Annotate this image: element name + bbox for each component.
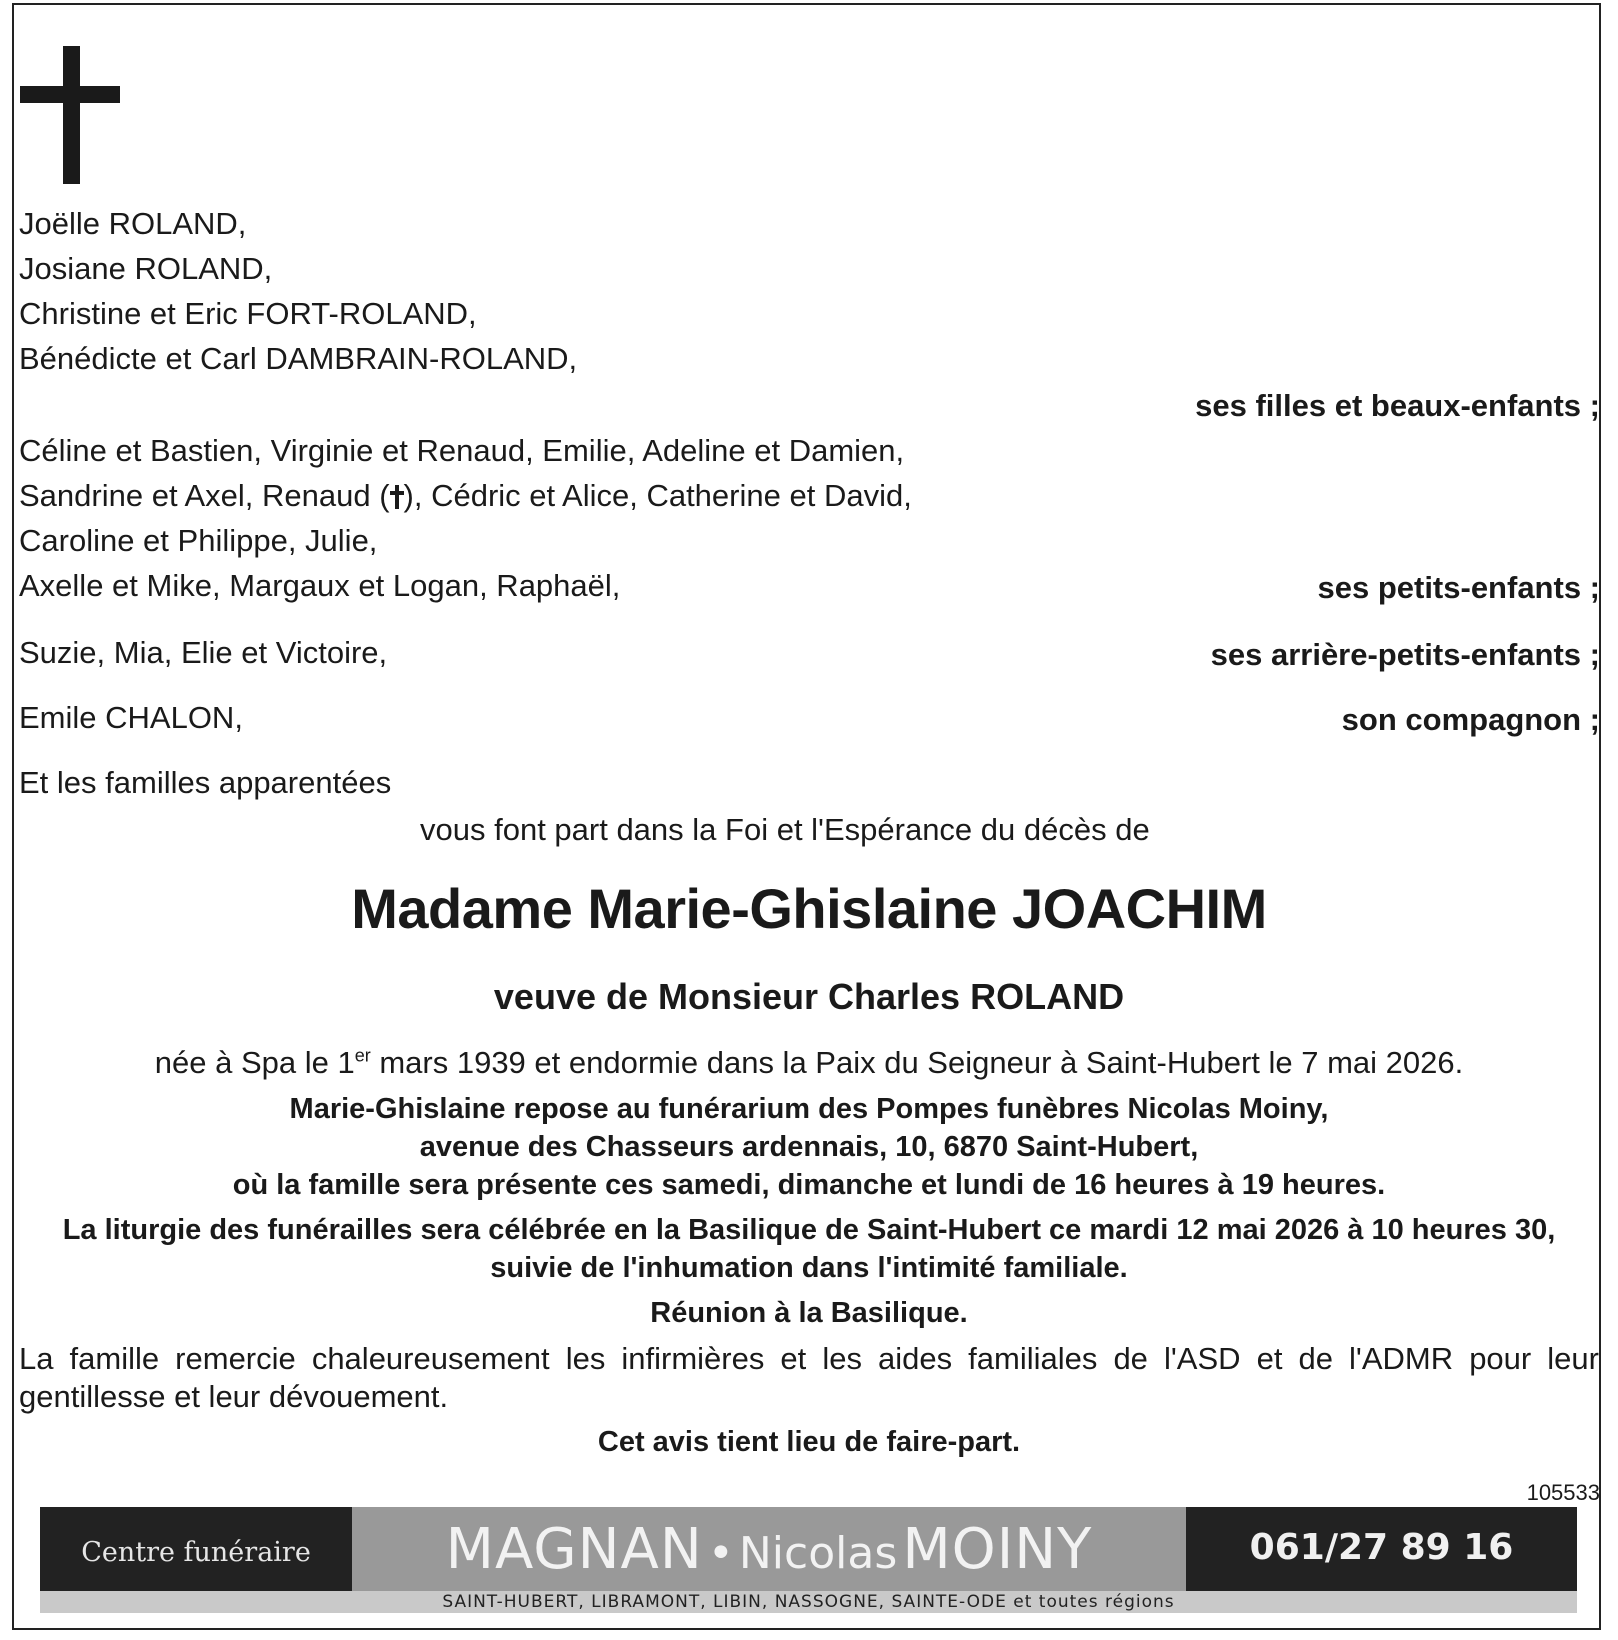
- reference-number: 105533: [1526, 1480, 1600, 1505]
- banner-regions: SAINT-HUBERT, LIBRAMONT, LIBIN, NASSOGNE, SAINTE-ODE et toutes régions: [442, 1592, 1175, 1612]
- family-line-1: Joëlle ROLAND,: [19, 206, 247, 241]
- liturgy-line-1: La liturgie des funérailles sera célébrée en la Basilique de Saint-Hubert ce mardi 12 mai 2026 à 10 heures 30,: [62, 1214, 1556, 1246]
- family-line-3: Christine et Eric FORT-ROLAND,: [19, 296, 477, 331]
- banner-right-panel: [1186, 1507, 1577, 1591]
- thanks-paragraph: La famille remercie chaleureusement les infirmières et les aides familiales de l'ASD et de l'ADMR pour leur gentillesse et leur dévouement.: [19, 1341, 1599, 1414]
- great-grandchildren-relation: ses arrière-petits-enfants ;: [1210, 637, 1600, 672]
- banner-phone: 061/27 89 16: [1249, 1527, 1514, 1568]
- grandchildren-relation: ses petits-enfants ;: [1317, 570, 1600, 605]
- grandchildren-line-2: Sandrine et Axel, Renaud ( ), Cédric et Alice, Catherine et David,: [19, 478, 912, 513]
- birth-death-line: née à Spa le 1er mars 1939 et endormie dans la Paix du Seigneur à Saint-Hubert le 7 mai 2026.: [154, 1045, 1464, 1080]
- family-line-4: Bénédicte et Carl DAMBRAIN-ROLAND,: [19, 341, 578, 376]
- companion-line: Emile CHALON,: [19, 700, 243, 735]
- banner-left-panel: [40, 1507, 352, 1591]
- grandchildren-line-4: Axelle et Mike, Margaux et Logan, Raphaël,: [19, 568, 621, 603]
- grandchildren-line-3: Caroline et Philippe, Julie,: [19, 523, 378, 558]
- banner-regions-strip: [40, 1591, 1577, 1613]
- banner-mid-panel: [352, 1507, 1186, 1591]
- widow-of: veuve de Monsieur Charles ROLAND: [493, 976, 1125, 1017]
- banner-left-label: Centre funéraire: [81, 1537, 311, 1568]
- announcement-intro: vous font part dans la Foi et l'Espérance du décès de: [420, 812, 1150, 847]
- deceased-cross-icon: [390, 485, 404, 509]
- rest-line-3: où la famille sera présente ces samedi, dimanche et lundi de 16 heures à 19 heures.: [232, 1169, 1386, 1201]
- great-grandchildren-line: Suzie, Mia, Elie et Victoire,: [19, 635, 388, 670]
- cross-icon: [20, 46, 120, 184]
- meeting-line: Réunion à la Basilique.: [650, 1297, 968, 1329]
- grandchildren-line-1: Céline et Bastien, Virginie et Renaud, Emilie, Adeline et Damien,: [19, 433, 905, 468]
- companion-relation: son compagnon ;: [1341, 702, 1600, 737]
- deceased-name: Madame Marie-Ghislaine JOACHIM: [351, 877, 1267, 940]
- daughters-relation: ses filles et beaux-enfants ;: [1195, 388, 1600, 423]
- notice-line: Cet avis tient lieu de faire-part.: [597, 1426, 1021, 1458]
- funeral-home-banner: [40, 1507, 1577, 1613]
- family-line-2: Josiane ROLAND,: [19, 251, 273, 286]
- relatives-line: Et les familles apparentées: [19, 765, 392, 800]
- rest-line-2: avenue des Chasseurs ardennais, 10, 6870 Saint-Hubert,: [419, 1131, 1199, 1163]
- liturgy-line-2: suivie de l'inhumation dans l'intimité familiale.: [490, 1252, 1128, 1284]
- banner-company-name: MAGNAN • Nicolas MOINY: [445, 1517, 1093, 1582]
- rest-line-1: Marie-Ghislaine repose au funérarium des Pompes funèbres Nicolas Moiny,: [289, 1093, 1329, 1125]
